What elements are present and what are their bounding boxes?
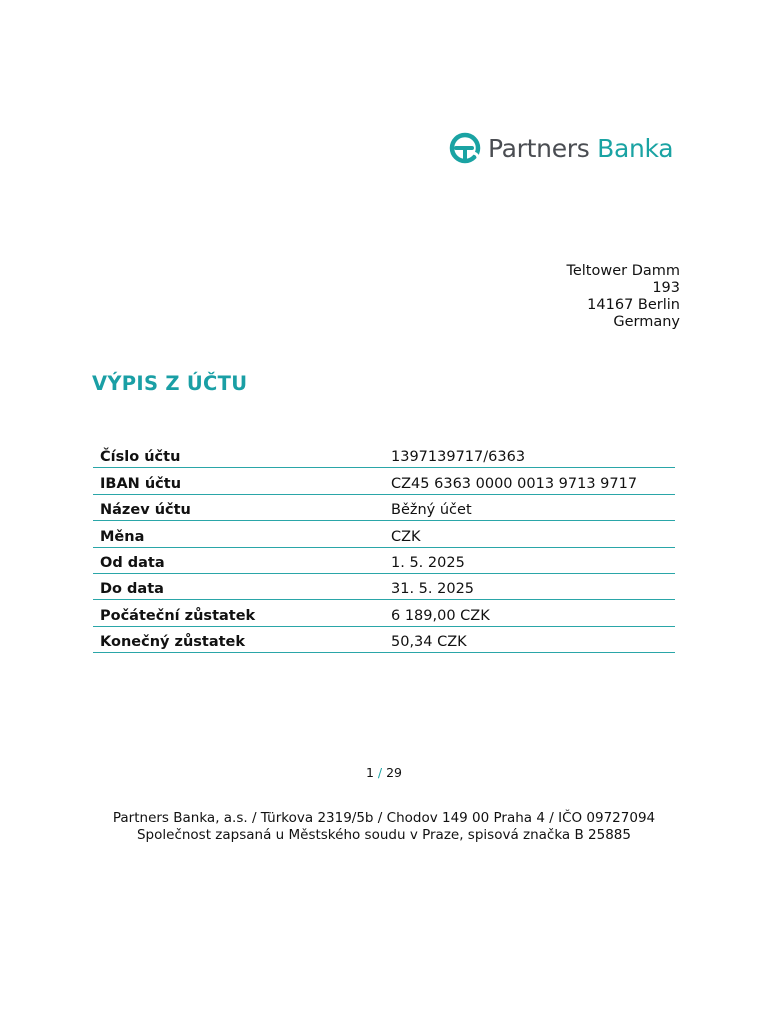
- row-value: 1397139717/6363: [384, 442, 675, 468]
- address-line-country: Germany: [613, 314, 680, 330]
- row-label: Do data: [93, 573, 384, 599]
- statement-title: VÝPIS Z ÚČTU: [92, 372, 248, 395]
- account-summary-table: [93, 442, 675, 653]
- table-row: [93, 494, 675, 520]
- partners-banka-logo-icon: [448, 131, 482, 165]
- row-label: Měna: [93, 521, 384, 547]
- row-label: Počáteční zůstatek: [93, 600, 384, 626]
- logo-wordmark: [488, 134, 673, 163]
- recipient-address: [566, 263, 680, 331]
- page-total: 29: [386, 765, 403, 780]
- row-label: Konečný zůstatek: [93, 626, 384, 652]
- row-value: 31. 5. 2025: [384, 573, 675, 599]
- address-line-street: Teltower Damm: [566, 263, 680, 279]
- row-label: Název účtu: [93, 494, 384, 520]
- table-row: [93, 521, 675, 547]
- logo-word-partners: Partners: [488, 133, 590, 163]
- row-value: 6 189,00 CZK: [384, 600, 675, 626]
- page-current: 1: [365, 765, 374, 780]
- table-row: [93, 468, 675, 494]
- table-row: [93, 600, 675, 626]
- bank-footer: [0, 810, 768, 844]
- footer-address-line: Partners Banka, a.s. / Türkova 2319/5b / Chodov 149 00 Praha 4 / IČO 09727094: [112, 810, 656, 826]
- row-value: 50,34 CZK: [384, 626, 675, 652]
- row-label: Číslo účtu: [93, 442, 384, 468]
- page-separator: /: [377, 765, 383, 780]
- row-label: IBAN účtu: [93, 468, 384, 494]
- logo-word-banka: Banka: [597, 133, 674, 163]
- row-value: Běžný účet: [384, 494, 675, 520]
- table-row: [93, 573, 675, 599]
- address-line-city: 14167 Berlin: [587, 297, 680, 313]
- row-value: CZK: [384, 521, 675, 547]
- footer-registration-line: Společnost zapsaná u Městského soudu v Praze, spisová značka B 25885: [136, 827, 631, 843]
- bank-logo: [448, 128, 673, 168]
- row-value: 1. 5. 2025: [384, 547, 675, 573]
- table-row: [93, 626, 675, 652]
- page-counter: [0, 765, 768, 780]
- address-line-number: 193: [652, 280, 680, 296]
- row-value: CZ45 6363 0000 0013 9713 9717: [384, 468, 675, 494]
- row-label: Od data: [93, 547, 384, 573]
- table-row: [93, 547, 675, 573]
- table-row: [93, 442, 675, 468]
